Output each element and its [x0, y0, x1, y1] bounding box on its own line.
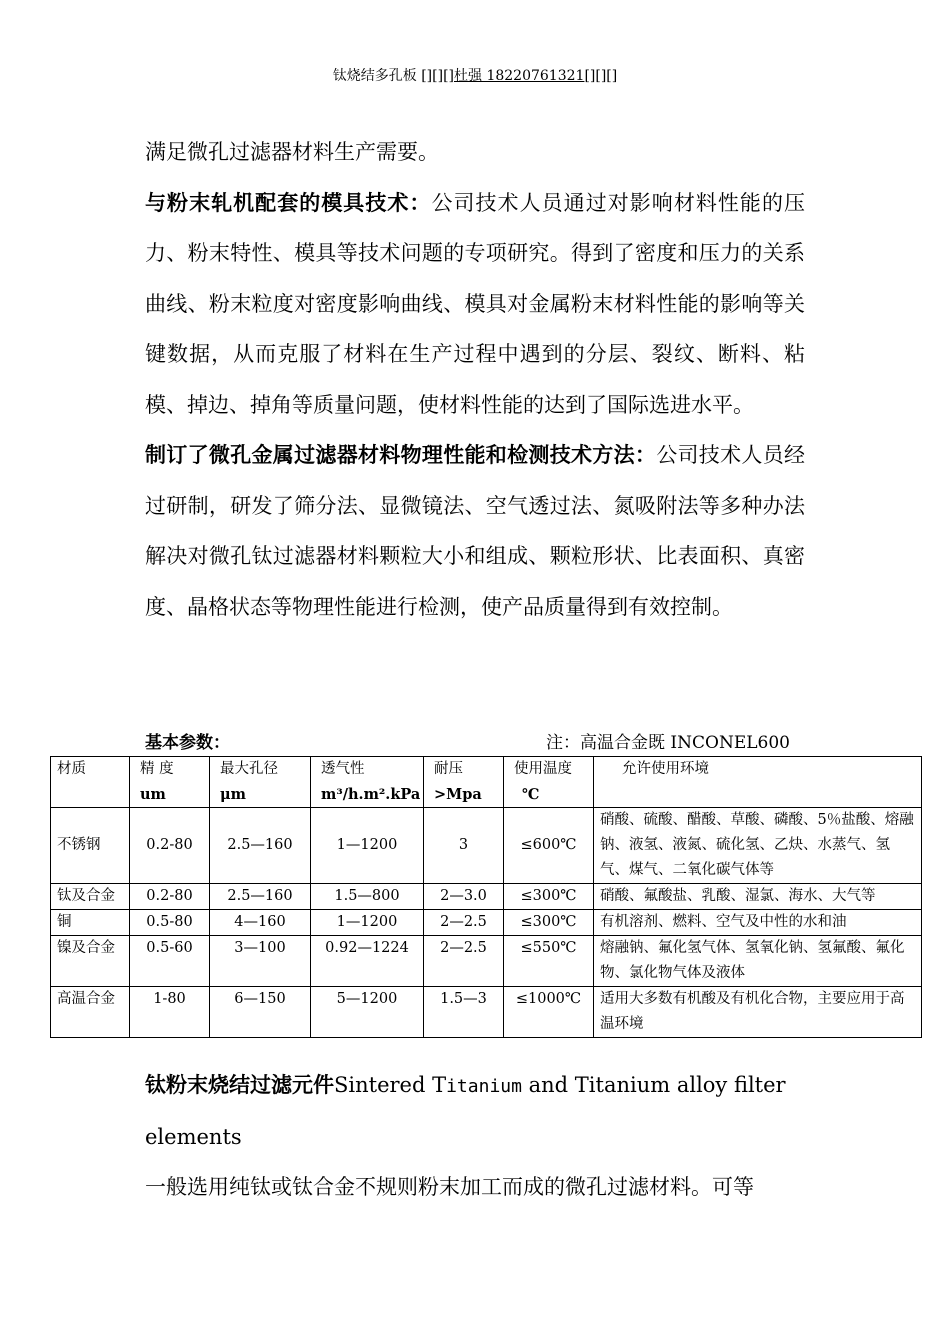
paragraph [145, 430, 805, 632]
cell-permeability: 1—1200 [311, 808, 424, 884]
header-cell: 使用温度 ℃ [504, 757, 594, 808]
body-text [145, 127, 805, 632]
page-header [0, 66, 950, 86]
cell-pressure: 2—3.0 [424, 884, 504, 910]
cell-precision: 0.5-60 [130, 936, 210, 987]
header-cell: 透气性 m³/h.m².kPa [311, 757, 424, 808]
paragraph-text: 公司技术人员经过研制，研发了筛分法、显微镜法、空气透过法、氮吸附法等多种办法解决对微孔钛过滤器材料颗粒大小和组成、颗粒形状、比表面积、真密度、晶格状态等物理性能进行检测，使产品质量得到有效控制。 [145, 443, 806, 619]
spec-table [50, 756, 922, 1038]
cell-pore: 2.5—160 [210, 884, 311, 910]
cell-environment: 硝酸、硫酸、醋酸、草酸、磷酸、5％盐酸、熔融钠、液氢、液氮、硫化氢、乙炔、水蒸气、氢气、煤气、二氧化碳气体等 [594, 808, 922, 884]
cell-precision: 0.2-80 [130, 884, 210, 910]
cell-temperature: ≤300℃ [504, 884, 594, 910]
cell-pore: 6—150 [210, 987, 311, 1038]
section-title-en-a: Sintered T [334, 1073, 447, 1097]
table-row [51, 884, 922, 910]
cell-permeability: 5—1200 [311, 987, 424, 1038]
params-label: 基本参数： [145, 733, 230, 753]
section-filter-elements [145, 1060, 805, 1212]
cell-pressure: 3 [424, 808, 504, 884]
paragraph [145, 127, 805, 178]
header-prefix: 钛烧结多孔板 [332, 68, 417, 84]
cell-permeability: 0.92—1224 [311, 936, 424, 987]
section-title-cn: 钛粉末烧结过滤元件 [145, 1072, 334, 1097]
header-cell: 最大孔径 μm [210, 757, 311, 808]
table-row [51, 910, 922, 936]
cell-pressure: 2—2.5 [424, 936, 504, 987]
section-text: 一般选用纯钛或钛合金不规则粉末加工而成的微孔过滤材料。可等 [145, 1175, 754, 1199]
cell-pressure: 2—2.5 [424, 910, 504, 936]
header-cell: 材质 [51, 757, 130, 808]
cell-precision: 0.2-80 [130, 808, 210, 884]
cell-permeability: 1—1200 [311, 910, 424, 936]
cell-environment: 熔融钠、氟化氢气体、氢氧化钠、氢氟酸、氟化物、氯化物气体及液体 [594, 936, 922, 987]
table-header-row [51, 757, 922, 808]
cell-precision: 0.5-80 [130, 910, 210, 936]
cell-temperature: ≤300℃ [504, 910, 594, 936]
cell-material: 高温合金 [51, 987, 130, 1038]
section-title-en-mono: itanium [446, 1076, 522, 1097]
cell-pore: 4—160 [210, 910, 311, 936]
cell-temperature: ≤550℃ [504, 936, 594, 987]
header-cell: 允许使用环境 [594, 757, 922, 808]
paragraph-text: 公司技术人员通过对影响材料性能的压力、粉末特性、模具等技术问题的专项研究。得到了密度和压力的关系曲线、粉末粒度对密度影响曲线、模具对金属粉末材料性能的影响等关键数据，从而克服了材料在生产过程中遇到的分层、裂纹、断料、粘模、掉边、掉角等质量问题，使材料性能的达到了国际选进水平。 [145, 190, 806, 417]
cell-material: 铜 [51, 910, 130, 936]
cell-environment: 有机溶剂、燃料、空气及中性的水和油 [594, 910, 922, 936]
cell-temperature: ≤1000℃ [504, 987, 594, 1038]
cell-permeability: 1.5—800 [311, 884, 424, 910]
cell-pressure: 1.5—3 [424, 987, 504, 1038]
header-cell: 耐压 >Mpa [424, 757, 504, 808]
cell-material: 钛及合金 [51, 884, 130, 910]
cell-environment: 适用大多数有机酸及有机化合物，主要应用于高温环境 [594, 987, 922, 1038]
table-row [51, 987, 922, 1038]
cell-pore: 3—100 [210, 936, 311, 987]
paragraph-text: 满足微孔过滤器材料生产需要。 [145, 140, 439, 164]
paragraph [145, 178, 805, 431]
header-contact: 杜强 18220761321 [454, 68, 585, 84]
header-marks-a: [][][] [421, 68, 454, 84]
cell-precision: 1-80 [130, 987, 210, 1038]
paragraph-bold: 与粉末轧机配套的模具技术： [145, 189, 432, 215]
paragraph-bold: 制订了微孔金属过滤器材料物理性能和检测技术方法： [145, 442, 657, 467]
params-note: 注：高温合金既 INCONEL600 [546, 733, 790, 753]
header-marks-b: [][][] [584, 68, 618, 84]
cell-pore: 2.5—160 [210, 808, 311, 884]
header-cell: 精 度 um [130, 757, 210, 808]
cell-material: 镍及合金 [51, 936, 130, 987]
section-title [145, 1060, 805, 1162]
cell-environment: 硝酸、氟酸盐、乳酸、湿氯、海水、大气等 [594, 884, 922, 910]
cell-temperature: ≤600℃ [504, 808, 594, 884]
params-row [145, 729, 790, 757]
table-row [51, 936, 922, 987]
cell-material: 不锈钢 [51, 808, 130, 884]
table-row [51, 808, 922, 884]
section-title-en-b: and Titanium alloy filter elements [145, 1073, 786, 1149]
